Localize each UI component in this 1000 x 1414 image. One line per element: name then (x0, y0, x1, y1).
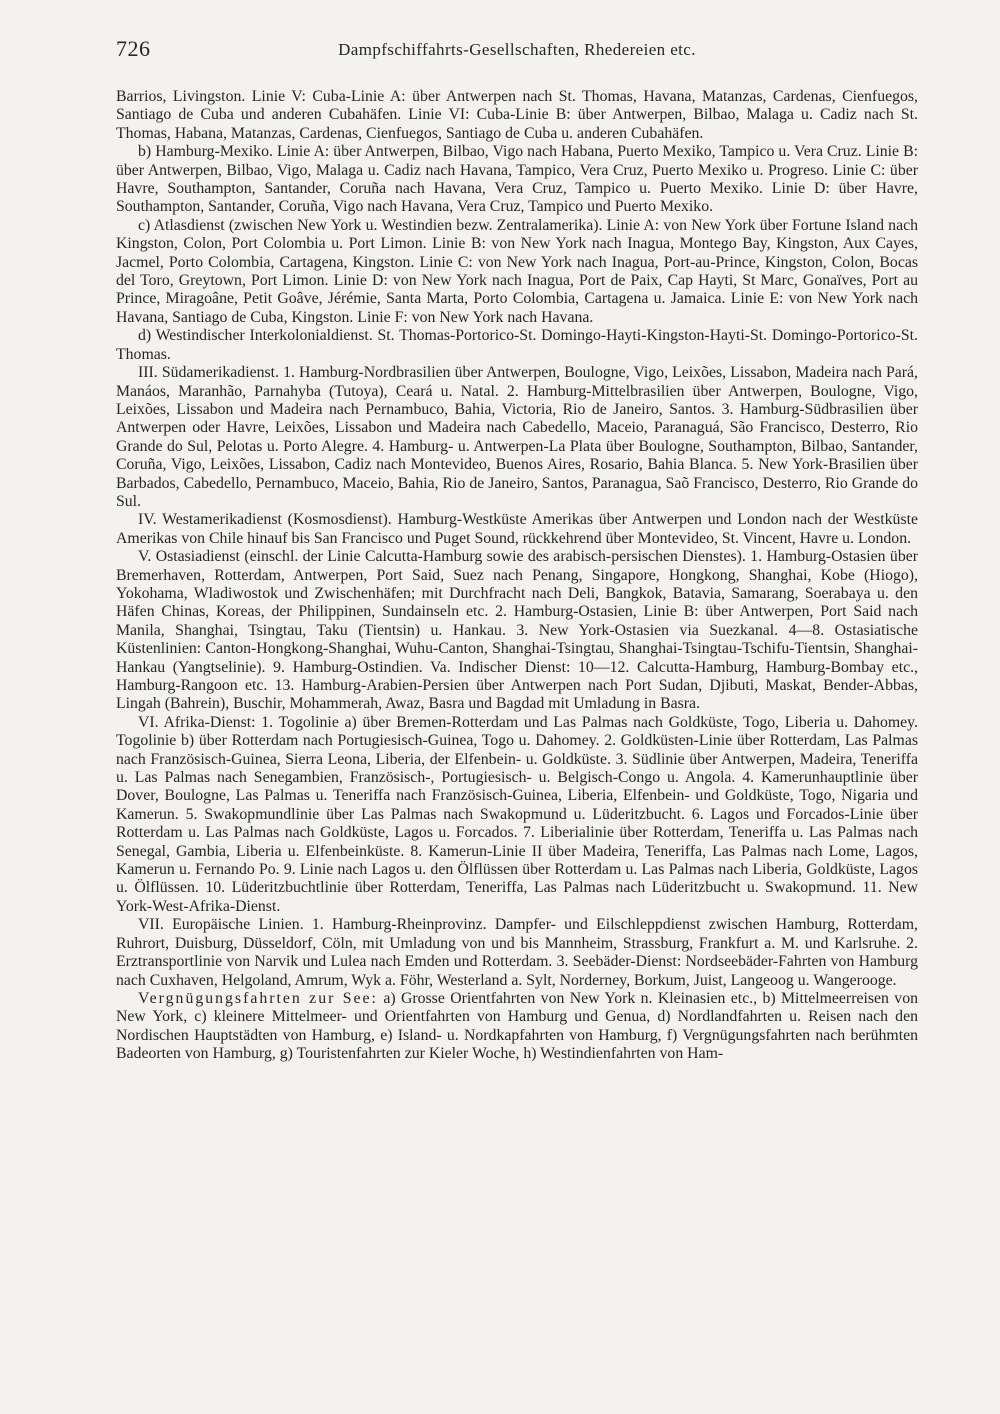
page-header (116, 36, 918, 76)
page-number: 726 (116, 36, 151, 61)
paragraph-hamburg-mexiko: b) Hamburg-Mexiko. Linie A: über Antwerpen, Bilbao, Vigo nach Habana, Puerto Mexiko, Tampico u. Vera Cruz. Linie B: über Antwerpen, Bilbao, Vigo, Malaga u. Cadiz nach Havana, Tampico, Vera Cruz, Puerto Mexiko u. Progreso. Linie C: über Havre, Southampton, Santander, Coruña nach Havana, Vera Cruz, Tampico u. Puerto Mexiko. Linie D: über Havre, Southampton, Santander, Coruña, Vigo nach Havana, Vera Cruz, Tampico und Puerto Mexiko. (116, 143, 918, 216)
paragraph-ostasiadienst: V. Ostasiadienst (einschl. der Linie Calcutta-Hamburg sowie des arabisch-persischen Dienstes). 1. Hamburg-Ostasien über Bremerhaven, Rotterdam, Antwerpen, Port Said, Suez nach Penang, Singapore, Hongkong, Shanghai, Kobe (Hiogo), Yokohama, Wladiwostok und Zwischenhäfen; mit Durchfracht nach Deli, Bangkok, Batavia, Samarang, Soerabaya u. den Häfen Chinas, Koreas, der Philippinen, Sundainseln etc. 2. Hamburg-Ostasien, Linie B: über Antwerpen, Port Said nach Manila, Shanghai, Tsingtau, Taku (Tientsin) u. Hankau. 3. New York-Ostasien via Suezkanal. 4—8. Ostasiatische Küstenlinien: Canton-Hongkong-Shanghai, Wuhu-Canton, Shanghai-Tsingtau, Shanghai-Tsingtau-Tschifu-Tientsin, Shanghai-Hankau (Yangtselinie). 9. Hamburg-Ostindien. Va. Indischer Dienst: 10—12. Calcutta-Hamburg, Hamburg-Bombay etc., Hamburg-Rangoon etc. 13. Hamburg-Arabien-Persien über Antwerpen nach Port Sudan, Djibuti, Maskat, Bender-Abbas, Lingah (Bahrein), Buschir, Mohammerah, Awaz, Basra und Bagdad mit Umladung in Basra. (116, 548, 918, 713)
running-title: Dampfschiffahrts-Gesellschaften, Rhedereien etc. (338, 40, 696, 59)
paragraph-atlasdienst: c) Atlasdienst (zwischen New York u. Westindien bezw. Zentralamerika). Linie A: von New York über Fortune Island nach Kingston, Colon, Port Colombia u. Port Limon. Linie B: von New York nach Inagua, Montego Bay, Kingston, Aux Cayes, Jacmel, Porto Colombia, Cartagena, Kingston. Linie C: von New York nach Inagua, Port-au-Prince, Kingston, Colon, Bocas del Toro, Greytown, Port Limon. Linie D: von New York nach Inagua, Port de Paix, Cap Hayti, St Marc, Gonaïves, Port au Prince, Miragoâne, Petit Goâve, Jérémie, Santa Marta, Porto Colombia, Cartagena u. Jamaica. Linie E: von New York nach Havana, Santiago de Cuba, Kingston. Linie F: von New York nach Havana. (116, 216, 918, 326)
vergnuegungsfahrten-lead: Vergnügungsfahrten zur See: (138, 989, 378, 1007)
paragraph-westamerikadienst: IV. Westamerikadienst (Kosmosdienst). Hamburg-Westküste Amerikas über Antwerpen und London nach der Westküste Amerikas von Chile hinauf bis San Francisco und Puget Sound, rückkehrend über Montevideo, St. Vincent, Havre u. London. (116, 511, 918, 547)
paragraph-cuba-lines: Barrios, Livingston. Linie V: Cuba-Linie A: über Antwerpen nach St. Thomas, Havana, Matanzas, Cardenas, Cienfuegos, Santiago de Cuba und anderen Cubahäfen. Linie VI: Cuba-Linie B: über Antwerpen, Bilbao, Malaga u. Cadiz nach St. Thomas, Habana, Matanzas, Cardenas, Cienfuegos, Santiago de Cuba u. anderen Cubahäfen. (116, 88, 918, 142)
body-text (116, 88, 918, 1064)
paragraph-suedamerikadienst: III. Südamerikadienst. 1. Hamburg-Nordbrasilien über Antwerpen, Boulogne, Vigo, Leixões, Lissabon, Madeira nach Pará, Manáos, Maranhão, Parnahyba (Tutoya), Ceará u. Natal. 2. Hamburg-Mittelbrasilien über Antwerpen, Boulogne, Vigo, Leixões, Lissabon und Madeira nach Pernambuco, Bahia, Victoria, Rio de Janeiro, Santos. 3. Hamburg-Südbrasilien über Antwerpen oder Havre, Leixões, Lissabon und Madeira nach Cabedello, Maceio, Paranaguá, São Francisco, Desterro, Rio Grande do Sul, Pelotas u. Porto Alegre. 4. Hamburg- u. Antwerpen-La Plata über Boulogne, Southampton, Bilbao, Santander, Coruña, Vigo, Leixões, Lissabon, Cadiz nach Montevideo, Buenos Aires, Rosario, Bahia Blanca. 5. New York-Brasilien über Barbados, Cabedello, Pernambuco, Maceio, Bahia, Rio de Janeiro, Santos, Paranagua, Saõ Francisco, Desterro, Rio Grande do Sul. (116, 364, 918, 510)
paragraph-westindischer-interkolonialdienst: d) Westindischer Interkolonialdienst. St. Thomas-Portorico-St. Domingo-Hayti-Kingston-Hayti-St. Domingo-Portorico-St. Thomas. (116, 327, 918, 363)
paragraph-vergnuegungsfahrten (116, 990, 918, 1064)
paragraph-europaeische-linien: VII. Europäische Linien. 1. Hamburg-Rheinprovinz. Dampfer- und Eilschleppdienst zwischen Hamburg, Rotterdam, Ruhrort, Duisburg, Düsseldorf, Cöln, mit Umladung von und bis Mannheim, Strassburg, Frankfurt a. M. und Karlsruhe. 2. Erztransportlinie von Narvik und Lulea nach Emden und Rotterdam. 3. Seebäder-Dienst: Nordseebäder-Fahrten von Hamburg nach Cuxhaven, Helgoland, Amrum, Wyk a. Föhr, Westerland a. Sylt, Norderney, Borkum, Juist, Langeoog u. Wangerooge. (116, 916, 918, 989)
vergnuegungsfahrten-text: a) Grosse Orientfahrten von New York n. Kleinasien etc., b) Mittelmeerreisen von New York, c) kleinere Mittelmeer- und Orientfahrten von Hamburg und Genua, d) Nordlandfahrten u. Reisen nach den Nordischen Hauptstädten von Hamburg, e) Island- u. Nordkapfahrten von Hamburg, f) Vergnügungsfahrten nach berühmten Badeorten von Hamburg, g) Touristenfahrten zur Kieler Woche, h) Westindienfahrten von Ham- (116, 989, 918, 1063)
paragraph-afrika-dienst: VI. Afrika-Dienst: 1. Togolinie a) über Bremen-Rotterdam und Las Palmas nach Goldküste, Togo, Liberia u. Dahomey. Togolinie b) über Rotterdam nach Portugiesisch-Guinea, Togo u. Dahomey. 2. Goldküsten-Linie über Rotterdam, Las Palmas nach Französisch-Guinea, Sierra Leona, Liberia, der Elfenbein- u. Goldküste. 3. Südlinie über Antwerpen, Madeira, Teneriffa u. Las Palmas nach Senegambien, Französisch-, Portugiesisch- u. Belgisch-Congo u. Angola. 4. Kamerunhauptlinie über Dover, Boulogne, Las Palmas u. Teneriffa nach Französisch-Guinea, Liberia, Elfenbein- und Goldküste, Togo, Nigaria und Kamerun. 5. Swakopmundlinie über Las Palmas nach Swakopmund u. Lüderitzbucht. 6. Lagos und Forcados-Linie über Rotterdam u. Las Palmas nach Goldküste, Lagos u. Forcados. 7. Liberialinie über Rotterdam, Teneriffa u. Las Palmas nach Senegal, Gambia, Liberia u. Elfenbeinküste. 8. Kamerun-Linie II über Madeira, Teneriffa, Las Palmas nach Lome, Lagos, Kamerun u. Fernando Po. 9. Linie nach Lagos u. den Ölflüssen über Rotterdam u. Las Palmas nach Liberia, Goldküste, Lagos u. Ölflüssen. 10. Lüderitzbuchtlinie über Rotterdam, Teneriffa, Las Palmas nach Lüderitzbucht u. Swakopmund. 11. New York-West-Afrika-Dienst. (116, 713, 918, 915)
